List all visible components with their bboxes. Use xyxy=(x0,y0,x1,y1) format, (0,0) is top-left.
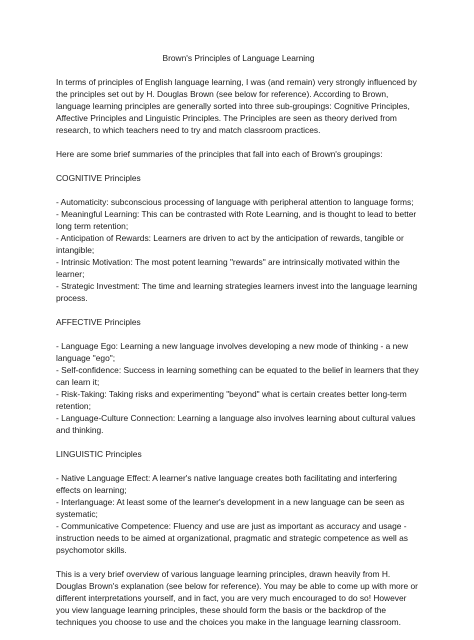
principle-item: - Intrinsic Motivation: The most potent learning "rewards" are intrinsically motivated within the learner; xyxy=(56,257,400,279)
intro-paragraph: In terms of principles of English language learning, I was (and remain) very strongly influenced by the principles set out by H. Douglas Brown (see below for reference). According to Brown, language learning principles are generally sorted into three sub-groupings: Cognitive Principles, Affective Principles and Linguistic Principles. The Principles are seen as theory derived from research, to which teachers need to try and match classroom practices. xyxy=(56,77,417,135)
section-heading-cognitive: COGNITIVE Principles xyxy=(56,173,141,183)
section-affective-list xyxy=(56,340,421,436)
principle-item: - Interlanguage: At least some of the learner's development in a new language can be seen as systematic; xyxy=(56,497,405,519)
section-heading-affective: AFFECTIVE Principles xyxy=(56,317,141,327)
principle-item: - Language Ego: Learning a new language involves developing a new mode of thinking - a new language "ego"; xyxy=(56,341,408,363)
principle-item: - Risk-Taking: Taking risks and experimenting "beyond" what is certain creates better long-term retention; xyxy=(56,389,407,411)
principle-item: - Automaticity: subconscious processing of language with peripheral attention to language forms; xyxy=(56,197,414,207)
section-cognitive-list xyxy=(56,196,421,304)
section-heading-linguistic: LINGUISTIC Principles xyxy=(56,449,142,459)
principle-item: - Self-confidence: Success in learning something can be equated to the belief in learners that they can learn it; xyxy=(56,365,419,387)
principle-item: - Anticipation of Rewards: Learners are driven to act by the anticipation of rewards, tangible or intangible; xyxy=(56,233,404,255)
document-page xyxy=(56,52,421,640)
summary-lead: Here are some brief summaries of the principles that fall into each of Brown's groupings: xyxy=(56,149,383,159)
document-title: Brown's Principles of Language Learning xyxy=(162,53,315,63)
closing-paragraph: This is a very brief overview of various language learning principles, drawn heavily from H. Douglas Brown's explanation (see below for reference). You may be able to come up with more or different interpretations yourself, and in fact, you are very much encouraged to do so! However you view language learning principles, these should form the basis or the backdrop of the techniques you choose to use and the choices you make in the language learning classroom. xyxy=(56,569,418,627)
principle-item: - Communicative Competence: Fluency and use are just as important as accuracy and usage - instruction needs to be aimed at organizational, pragmatic and strategic competence as well as psychomotor skills. xyxy=(56,521,408,555)
principle-item: - Language-Culture Connection: Learning a language also involves learning about cultural values and thinking. xyxy=(56,413,416,435)
principle-item: - Native Language Effect: A learner's native language creates both facilitating and interfering effects on learning; xyxy=(56,473,397,495)
principle-item: - Strategic Investment: The time and learning strategies learners invest into the language learning process. xyxy=(56,281,418,303)
principle-item: - Meaningful Learning: This can be contrasted with Rote Learning, and is thought to lead to better long term retention; xyxy=(56,209,417,231)
section-linguistic-list xyxy=(56,472,421,556)
